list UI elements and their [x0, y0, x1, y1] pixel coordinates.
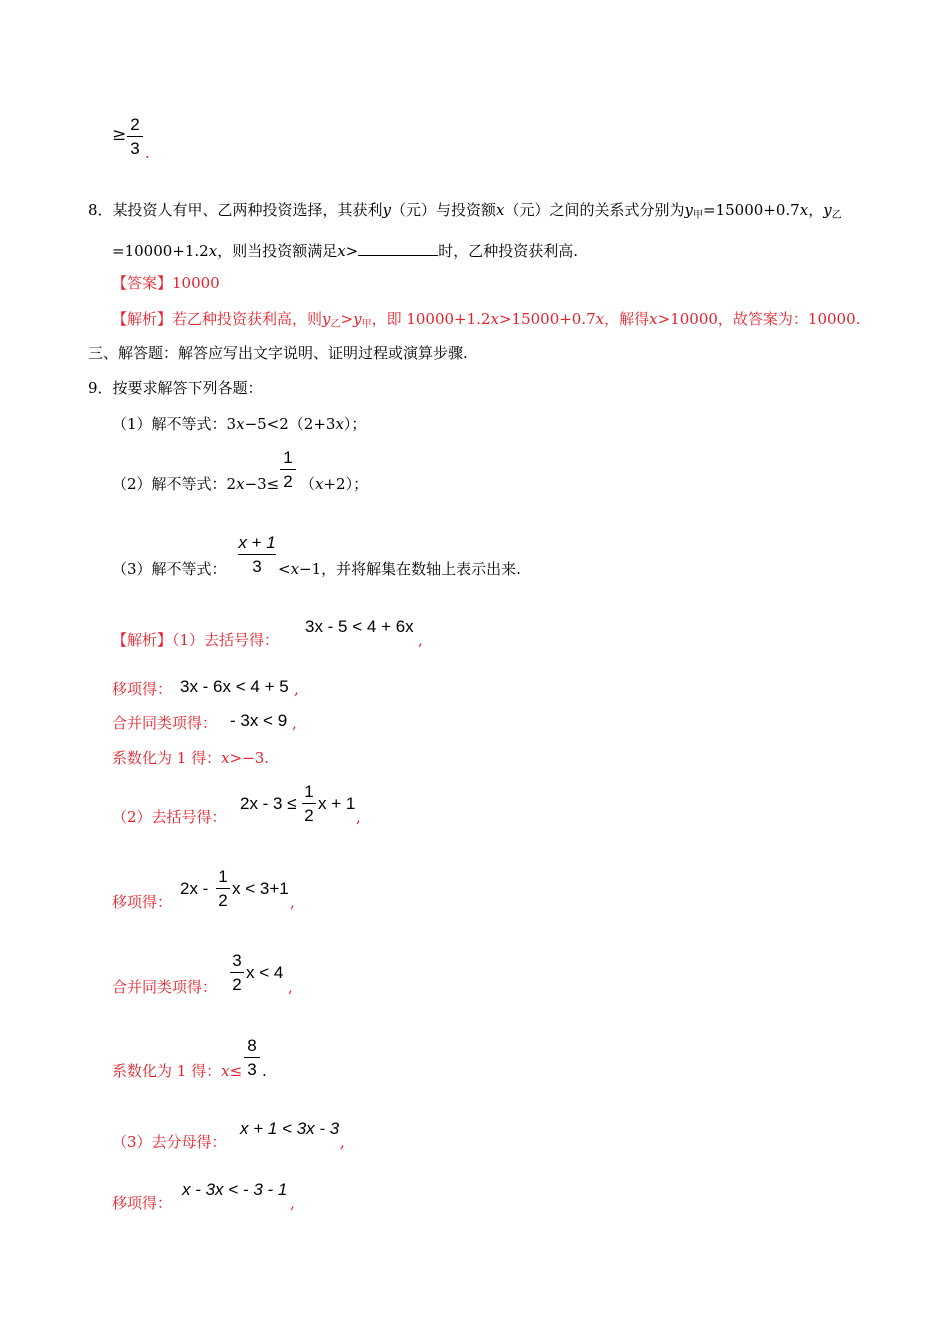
sol2-step1-comma: , [356, 808, 361, 826]
q9-part2 [112, 477, 279, 492]
subscript-jia: 甲 [693, 210, 704, 221]
sol2-step2-comma: , [290, 893, 295, 911]
sol2-step4-period: . [262, 1062, 267, 1080]
var-y: y [823, 201, 832, 219]
fraction-bar [302, 803, 316, 804]
sol2-step1-math-a: 2x - 3 ≤ [240, 794, 297, 813]
sol3-step2-math: x - 3x < - 3 - 1 [182, 1180, 288, 1199]
sol3-step1-comma: , [340, 1133, 345, 1151]
q8-text: ， [808, 201, 824, 219]
q8-text: 时，乙种投资获利高. [438, 242, 579, 260]
q8-answer: 【答案】10000 [112, 274, 220, 292]
fraction-numerator: 1 [304, 782, 314, 801]
sol3-step1-math: x + 1 < 3x - 3 [240, 1119, 340, 1138]
fraction-denominator: 2 [232, 975, 242, 994]
var-y: y [684, 201, 694, 219]
solution-text: 系数化为 1 得： [112, 749, 222, 767]
var-y: y [382, 201, 392, 219]
q8-text: =10000+1.2 [112, 242, 209, 260]
sol3-comma: , [292, 714, 297, 732]
var-x: x [221, 1062, 230, 1080]
q9-part2-tail [300, 477, 368, 492]
fraction-denominator: 3 [130, 139, 140, 158]
sol2-step2-fraction [216, 868, 230, 909]
fraction-numerator: 1 [218, 867, 228, 886]
sol3-step1-label: （3）去分母得： [112, 1133, 227, 1151]
sol3-math: - 3x < 9 [230, 711, 288, 730]
fraction-denominator: 3 [252, 557, 262, 576]
sol2-step1-fraction [302, 783, 316, 824]
q9-part3-tail [278, 562, 521, 577]
fraction-bar [216, 888, 230, 889]
q8-analysis [112, 310, 861, 330]
var-x: x [221, 749, 230, 767]
sol2-step2-label: 移项得： [112, 893, 173, 911]
q8-text: > [345, 242, 359, 260]
sol2-step3-math: x < 4 [246, 963, 284, 982]
sol2-math: 3x - 6x < 4 + 5 [180, 677, 289, 696]
analysis-text: >15000+0.7 [498, 310, 596, 328]
q9-text: −1，并将解集在数轴上表示出来. [299, 560, 521, 578]
analysis-text: >10000，故答案为：10000. [657, 310, 861, 328]
analysis-text: ，即 10000+1.2 [371, 310, 491, 328]
sol4-line [112, 751, 269, 766]
fraction-bar [127, 136, 143, 137]
fraction-bar [280, 469, 296, 470]
analysis-text: ，解得 [604, 310, 650, 328]
fraction-numerator: 8 [247, 1036, 257, 1055]
fraction-numerator: x + 1 [238, 533, 276, 552]
fraction-bar [230, 972, 244, 973]
q9-part3: （3）解不等式： [112, 560, 227, 578]
q9-text: （ [300, 475, 316, 493]
sol2-step4-line [112, 1064, 242, 1079]
analysis-text: 【解析】若乙种投资获利高，则 [112, 310, 323, 328]
sol3-step2-label: 移项得： [112, 1194, 173, 1212]
q8-line1 [88, 201, 842, 221]
q8-text: 8．某投资人有甲、乙两种投资选择，其获利 [88, 201, 383, 219]
q8-text: （元）之间的关系式分别为 [504, 201, 685, 219]
q9-text: +2）； [323, 475, 369, 493]
analysis-text: > [340, 310, 354, 328]
sol2-label: 移项得： [112, 680, 173, 698]
var-x: x [595, 310, 605, 328]
sol2-step1-math-b: x + 1 [318, 794, 356, 813]
var-x: x [649, 310, 658, 328]
top-fraction [127, 116, 143, 157]
q8-line2 [112, 243, 578, 259]
q8-text: （元）与投资额 [391, 201, 497, 219]
q9-part1 [112, 417, 366, 432]
var-x: x [335, 415, 344, 433]
sol2-step3-comma: , [288, 978, 293, 996]
q9-text: < [278, 560, 291, 578]
answer-blank[interactable] [358, 243, 438, 256]
var-y: y [322, 310, 331, 328]
q9-text: −3≤ [244, 475, 280, 493]
fraction-bar [238, 554, 276, 555]
fraction-numerator: 3 [232, 951, 242, 970]
fraction-denominator: 2 [283, 472, 293, 491]
subscript-jia: 甲 [361, 319, 372, 330]
sol1-comma: , [418, 631, 423, 649]
q9-text: （2）解不等式：2 [112, 475, 237, 493]
var-x: x [236, 475, 245, 493]
subscript-yi: 乙 [330, 319, 341, 330]
var-x: x [337, 242, 346, 260]
q8-text: =15000+0.7 [703, 201, 800, 219]
solution-text: >−3. [229, 749, 270, 767]
section-heading: 三、解答题：解答应写出文字说明、证明过程或演算步骤. [88, 344, 468, 362]
sol2-step3-fraction [230, 952, 244, 993]
sol2-step4-fraction [244, 1037, 260, 1078]
sol2-comma: , [294, 680, 299, 698]
q9-title: 9．按要求解答下列各题： [88, 379, 263, 397]
sol2-step2-math-b: x < 3+1 [232, 879, 289, 898]
var-y: y [353, 310, 362, 328]
fraction-denominator: 2 [304, 806, 314, 825]
geq-sign: ≥ [112, 125, 127, 145]
subscript-yi: 乙 [831, 210, 842, 221]
sol2-step3-label: 合并同类项得： [112, 978, 218, 996]
var-x: x [208, 242, 218, 260]
q9-part3-fraction [238, 534, 276, 575]
sol3-step2-comma: , [290, 1194, 295, 1212]
solution-text: ≤ [229, 1062, 243, 1080]
fraction-bar [244, 1057, 260, 1058]
sol1-math: 3x - 5 < 4 + 6x [305, 617, 414, 636]
var-x: x [315, 475, 324, 493]
var-x: x [490, 310, 499, 328]
fraction-numerator: 1 [283, 448, 293, 467]
var-x: x [290, 560, 300, 578]
var-x: x [799, 201, 809, 219]
q9-text: （1）解不等式：3 [112, 415, 237, 433]
q9-text: −5<2（2+3 [244, 415, 336, 433]
fraction-numerator: 2 [130, 115, 140, 134]
var-x: x [236, 415, 245, 433]
q9-text: ）； [343, 415, 367, 433]
solution-text: 系数化为 1 得： [112, 1062, 222, 1080]
sol2-step1-label: （2）去括号得： [112, 808, 227, 826]
q9-part2-fraction [280, 449, 296, 490]
fraction-denominator: 2 [218, 891, 228, 910]
sol2-step2-math-a: 2x - [180, 879, 209, 898]
q8-text: ，则当投资额满足 [217, 242, 338, 260]
sol1-label: 【解析】（1）去括号得： [112, 631, 280, 649]
sol3-label: 合并同类项得： [112, 714, 218, 732]
fraction-denominator: 3 [247, 1060, 257, 1079]
top-fraction-period: . [145, 144, 150, 162]
var-x: x [496, 201, 505, 219]
